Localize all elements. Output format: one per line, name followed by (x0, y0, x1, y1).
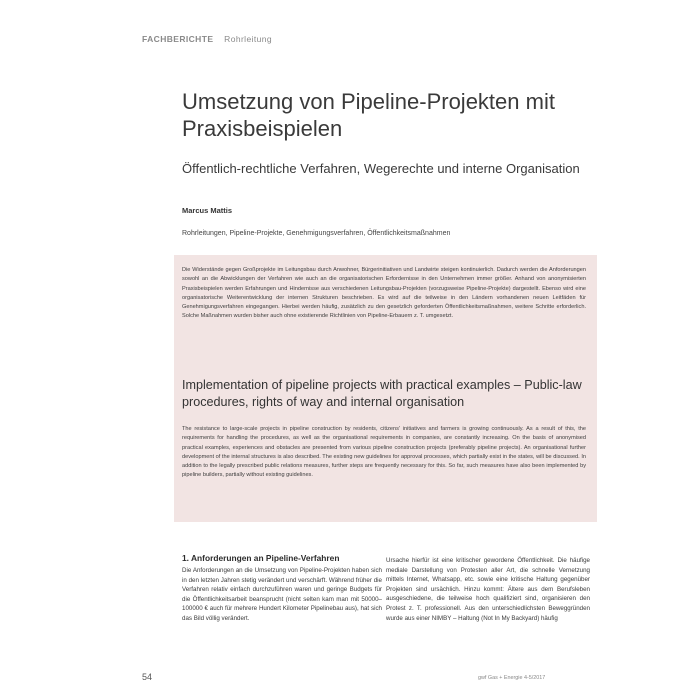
category-label: FACHBERICHTE (142, 34, 214, 44)
subcategory-label: Rohrleitung (224, 34, 273, 44)
keywords: Rohrleitungen, Pipeline-Projekte, Genehmigungsverfahren, Öffentlichkeitsmaßnahmen (182, 230, 451, 237)
journal-info: gwf Gas + Energie 4-5/2017 (478, 675, 546, 681)
abstract-english-title: Implementation of pipeline projects with practical examples – Public-law procedures, rights of way and internal organisation (182, 378, 582, 409)
body-column-left: Die Anforderungen an die Umsetzung von Pipeline-Projekten haben sich in den letzten Jahren stetig verändert und verschärft. Während früher die Verfahren relativ einfach durchzuführen waren und geringe Budgets für die Öffentlichkeitsarbeit beansprucht (nicht selten kam man mit 50000–100000 € auch für mehrere Hundert Kilometer Pipelinebau aus), hat sich das Bild völlig verändert. (182, 567, 382, 622)
article-subtitle: Öffentlich-rechtliche Verfahren, Wegerechte und interne Organisation (182, 161, 580, 176)
author-name: Marcus Mattis (182, 206, 233, 215)
section-heading: 1. Anforderungen an Pipeline-Verfahren (182, 553, 340, 563)
section-label (142, 34, 272, 44)
article-title: Umsetzung von Pipeline-Projekten mit Praxisbeispielen (182, 89, 555, 141)
body-column-right: Ursache hierfür ist eine kritischer gewordene Öffentlichkeit. Die häufige mediale Darstellung von Protesten aller Art, die schnelle Vernetzung mittels Internet, Whatsapp, etc. sowie eine kritische Haltung gegenüber Projekten sind ursächlich. Hinzu kommt: Ältere aus dem Berufsleben ausgeschiedene, die teilweise hoch qualifiziert sind, organisieren den Protest z. T. professionell. Aus den unterschiedlichsten Beweggründen wurde aus einer NIMBY – Haltung (Not In My Backyard) häufig (386, 557, 590, 622)
abstract-german: Die Widerstände gegen Großprojekte im Leitungsbau durch Anwohner, Bürgerinitiativen und Landwirte steigen kontinuierlich. Dadurch werden die Anforderungen sowohl an die Abwicklungen der Verfahren wie auch an die organisatorischen Erfordernisse in den Unternehmen immer größer. Anhand von anonymisierten Praxisbeispielen werden Erfahrungen und Hindernisse aus verschiedenen Leitungsbau-Projekten (vorzugsweise Pipeline-Projekte) dargestellt. Ebenso wird eine organisatorische Weiterentwicklung der internen Strukturen beschrieben. Es wird auf die teilweise in den Ländern vorhandenen neuen Leitfäden für Genehmigungsverfahren eingegangen. Hierbei werden häufig, zusätzlich zu den gesetzlich geforderten Öffentlichkeitsmaßnahmen, weitere Schritte erforderlich. Solche Maßnahmen wurden bisher auch ohne existierende Richtlinien von Pipeline-Erbauern z. T. umgesetzt. (182, 267, 586, 320)
page-number: 54 (142, 672, 153, 682)
abstract-english: The resistance to large-scale projects in pipeline construction by residents, citizens' initiatives and farmers is growing continuously. As a result of this, the requirements for handling the procedures, as well as the organisational requirements in companies, are constantly increasing. On the basis of anonymised practical examples, experiences and obstacles are presented from various pipeline construction projects (preferably pipeline projects). An organisational further development of the internal structures is also described. The existing new guidelines for approval processes, which partially exist in the states, will be discussed. In addition to the legally prescribed public relations measures, further steps are frequently necessary for this. So far, such measures have also been implemented by pipeline builders, partially without existing guidelines. (182, 426, 586, 479)
